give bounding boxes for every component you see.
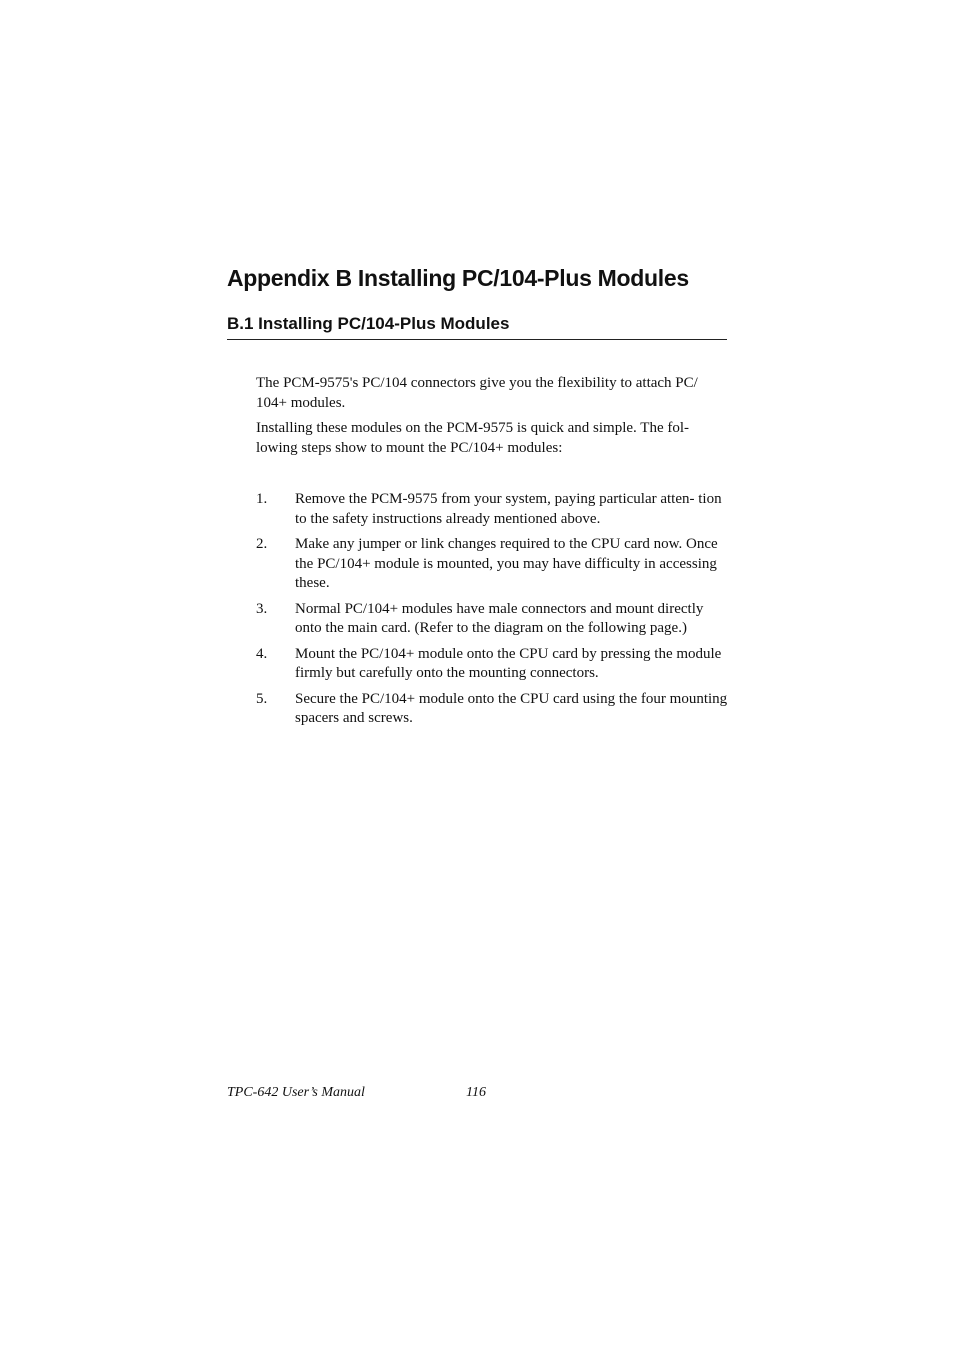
step-number: 4.	[256, 645, 268, 662]
step-text: Make any jumper or link changes required to the CPU card now. Once the PC/104+ module is mounted, you may have difficulty in accessing these.	[295, 536, 718, 591]
installation-steps-list	[256, 490, 731, 735]
list-item	[256, 535, 731, 594]
step-number: 2.	[256, 536, 268, 552]
step-text: Normal PC/104+ modules have male connectors and mount directly onto the main card. (Refer to the diagram on the following page.)	[295, 600, 704, 636]
step-text: Secure the PC/104+ module onto the CPU card using the four mounting spacers and screws.	[295, 690, 728, 726]
footer-page-number: 116	[466, 1085, 486, 1100]
step-text: Mount the PC/104+ module onto the CPU card by pressing the module firmly but carefully onto the mounting connectors.	[295, 645, 722, 681]
list-item	[256, 690, 731, 729]
section-heading: B.1 Installing PC/104-Plus Modules	[227, 312, 727, 340]
step-number: 3.	[256, 600, 268, 617]
list-item	[256, 490, 731, 529]
intro-paragraph: The PCM-9575's PC/104 connectors give you the flexibility to attach PC/ 104+ modules.	[256, 375, 698, 411]
step-number: 1.	[256, 491, 268, 507]
appendix-title: Appendix B Installing PC/104-Plus Modules	[227, 265, 689, 291]
intro-paragraph: Installing these modules on the PCM-9575 is quick and simple. The fol- lowing steps show to mount the PC/104+ modules:	[256, 420, 690, 456]
list-item	[256, 645, 731, 684]
step-number: 5.	[256, 690, 268, 707]
intro-text	[256, 374, 731, 464]
step-text: Remove the PCM-9575 from your system, paying particular atten- tion to the safety instructions already mentioned above.	[295, 491, 722, 527]
footer-manual-title: TPC-642 User’s Manual	[227, 1085, 365, 1100]
list-item	[256, 600, 731, 639]
